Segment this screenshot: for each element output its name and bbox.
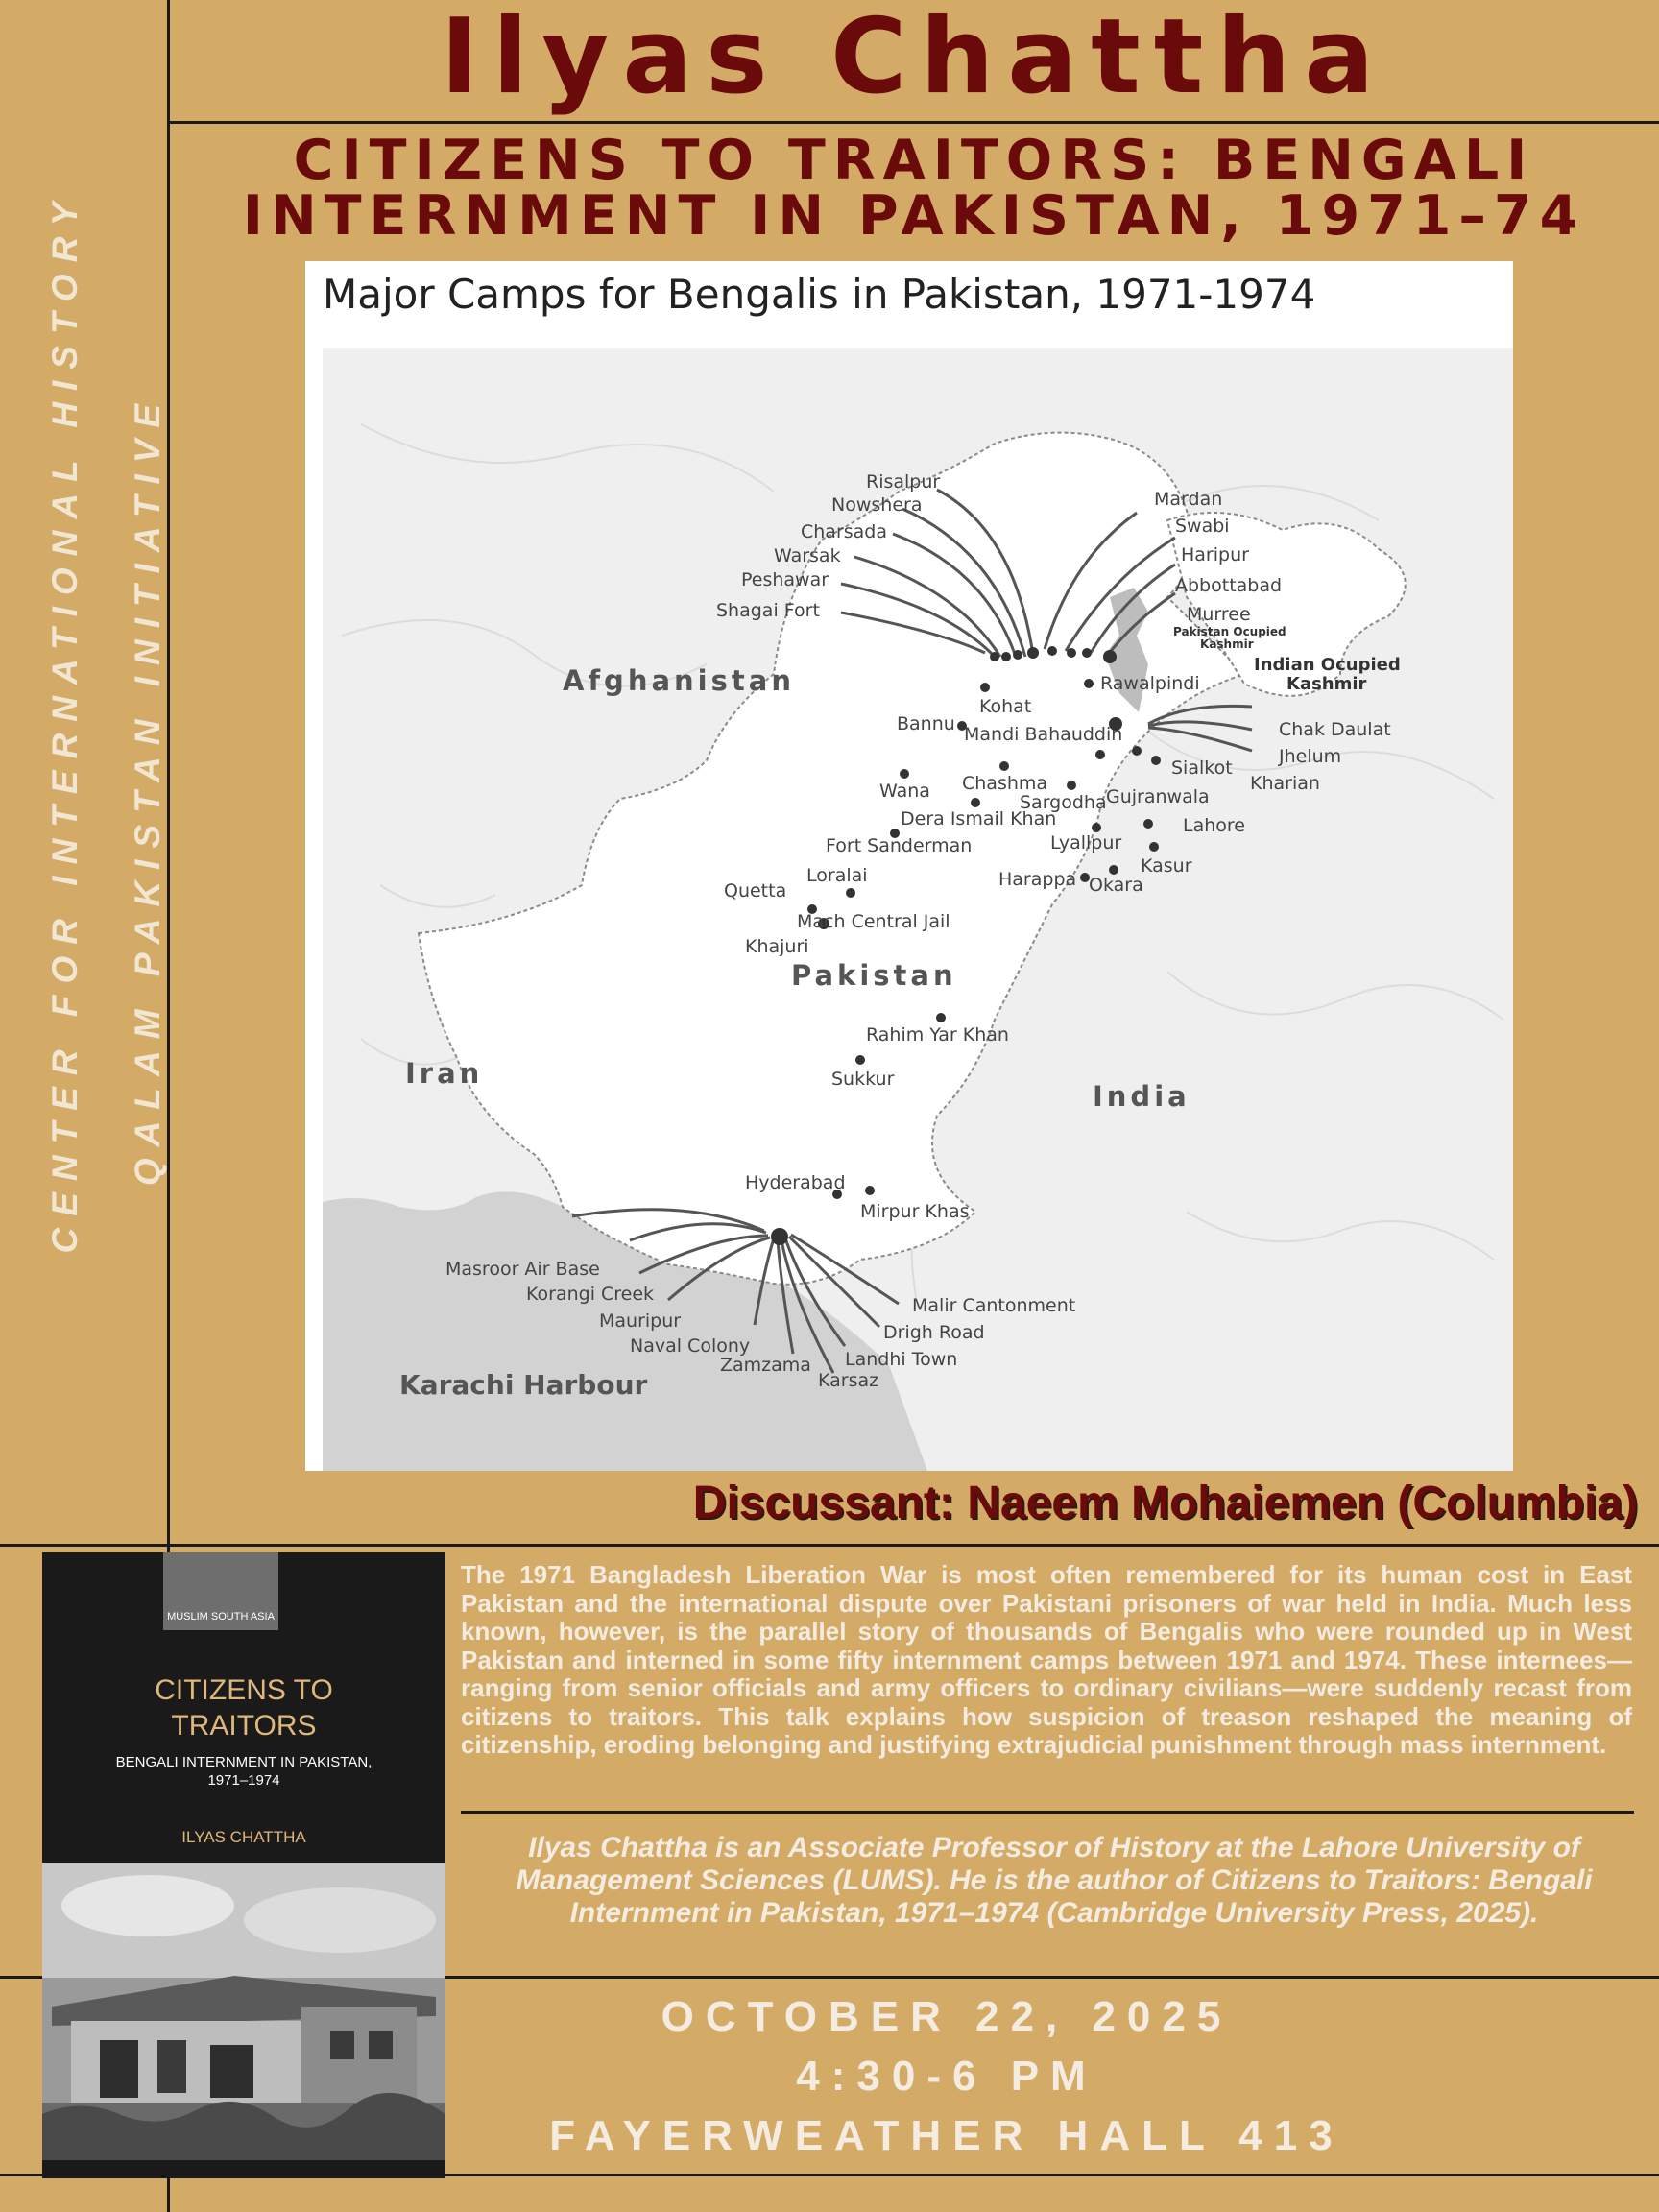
label-mirpur: Mirpur Khas [860, 1201, 970, 1222]
abstract-text: The 1971 Bangladesh Liberation War is most often remembered for its human cost in East Pakistan and the international dispute over Pakistani prisoners of war held in India. Much less known, however, is the parallel story of thousands of Bengalis who were rounded up in West Pakistan and interned in some fifty internment camps between 1971 and 1974. These internees—ranging from senior officials and army officers to ordinary civilians—were suddenly recast from citizens to traitors. This talk explains how suspicion of treason reshaped the meaning of citizenship, eroding belonging and justifying extrajudicial punishment through mass internment. [461, 1560, 1632, 1759]
label-sukkur: Sukkur [831, 1069, 895, 1090]
label-hyderabad: Hyderabad [745, 1172, 846, 1193]
region-iok-1: Indian Ocupied [1254, 655, 1401, 675]
label-wana: Wana [879, 781, 930, 802]
label-naval: Naval Colony [630, 1335, 751, 1357]
label-kharian: Kharian [1250, 773, 1320, 794]
region-afghanistan: Afghanistan [563, 664, 795, 697]
label-nowshera: Nowshera [831, 494, 923, 516]
label-mardan: Mardan [1154, 489, 1223, 510]
label-loralai: Loralai [806, 865, 868, 886]
label-quetta: Quetta [724, 880, 787, 902]
label-mandi: Mandi Bahauddin [964, 724, 1123, 745]
region-iran: Iran [405, 1057, 484, 1090]
label-lyallpur: Lyallpur [1050, 832, 1122, 854]
book-title [42, 1672, 445, 1743]
label-swabi: Swabi [1175, 516, 1230, 537]
region-harbour: Karachi Harbour [399, 1369, 648, 1401]
label-fortsand: Fort Sanderman [826, 835, 973, 856]
event-date: OCTOBER 22, 2025 [661, 1993, 1233, 2040]
label-murree: Murree [1187, 604, 1251, 625]
label-shagai: Shagai Fort [716, 600, 820, 621]
sidebar-initiative-label: QALAM PAKISTAN INITIATIVE [128, 392, 167, 1187]
book-title-line2: TRAITORS [171, 1710, 317, 1742]
label-kasur: Kasur [1141, 855, 1192, 877]
book-title-line1: CITIZENS TO [155, 1674, 333, 1706]
label-malir: Malir Cantonment [912, 1295, 1076, 1316]
divider-header [167, 121, 1659, 124]
event-venue: FAYERWEATHER HALL 413 [549, 2112, 1344, 2159]
label-gujranwala: Gujranwala [1106, 786, 1210, 807]
label-peshawar: Peshawar [741, 569, 830, 590]
divider-abstract [461, 1811, 1634, 1814]
label-harappa: Harappa [998, 869, 1077, 890]
label-haripur: Haripur [1181, 544, 1249, 565]
speaker-name: Ilyas Chattha [440, 0, 1388, 117]
label-zamzama: Zamzama [720, 1355, 811, 1376]
map-title: Major Camps for Bengalis in Pakistan, 1971-1974 [323, 271, 1316, 318]
region-pakistan: Pakistan [791, 959, 957, 992]
book-subtitle-line1: BENGALI INTERNMENT IN PAKISTAN, [115, 1754, 373, 1770]
speaker-bio: Ilyas Chattha is an Associate Professor of History at the Lahore University of Management Sciences (LUMS). He is the author of Citizens to Traitors: Bengali Internment in Pakistan, 1971–1974 (Cambridge University Press, 2025). [516, 1832, 1593, 1929]
label-karsaz: Karsaz [818, 1370, 879, 1391]
region-pok-1: Pakistan Ocupied [1173, 625, 1286, 638]
book-author: ILYAS CHATTHA [181, 1828, 306, 1846]
label-masroor: Masroor Air Base [445, 1259, 600, 1280]
camps-map [323, 348, 1513, 1471]
talk-title: CITIZENS TO TRAITORS: BENGALI INTERNMENT IN PAKISTAN, 1971–74 [242, 129, 1586, 248]
label-korangi: Korangi Creek [526, 1284, 655, 1305]
label-warsak: Warsak [774, 545, 841, 566]
discussant: Discussant: Naeem Mohaiemen (Columbia) [692, 1478, 1638, 1528]
label-risalpur: Risalpur [866, 471, 941, 493]
label-bannu: Bannu [897, 713, 955, 734]
label-kohat: Kohat [979, 696, 1032, 717]
label-sargodha: Sargodha [1020, 792, 1107, 813]
sidebar-center-label: CENTER FOR INTERNATIONAL HISTORY [45, 190, 84, 1254]
event-time: 4:30-6 PM [796, 2053, 1097, 2100]
label-lahore: Lahore [1183, 815, 1245, 836]
label-dikhan: Dera Ismail Khan [901, 808, 1057, 830]
book-series: MUSLIM SOUTH ASIA [163, 1552, 278, 1630]
label-okara: Okara [1089, 875, 1143, 896]
label-chashma: Chashma [962, 773, 1048, 794]
book-subtitle [77, 1753, 411, 1790]
region-india: India [1093, 1080, 1190, 1113]
label-charsada: Charsada [801, 521, 888, 542]
label-khajuri: Khajuri [745, 936, 809, 957]
label-drigh: Drigh Road [883, 1322, 985, 1343]
label-abbottabad: Abbottabad [1175, 575, 1283, 596]
label-chakdaulat: Chak Daulat [1279, 719, 1391, 740]
label-landhi: Landhi Town [845, 1349, 958, 1370]
label-mauripur: Mauripur [599, 1310, 682, 1332]
label-rahim: Rahim Yar Khan [866, 1024, 1009, 1046]
book-subtitle-line2: 1971–1974 [207, 1772, 280, 1789]
label-jhelum: Jhelum [1279, 746, 1342, 767]
label-sialkot: Sialkot [1171, 757, 1233, 779]
label-mach: Mach Central Jail [797, 911, 950, 932]
divider-middle [0, 1544, 1659, 1547]
book-cover-photo [42, 1863, 445, 2160]
region-iok-2: Kashmir [1286, 674, 1367, 694]
label-rawalpindi: Rawalpindi [1100, 673, 1200, 694]
region-pok-2: Kashmir [1200, 637, 1254, 651]
